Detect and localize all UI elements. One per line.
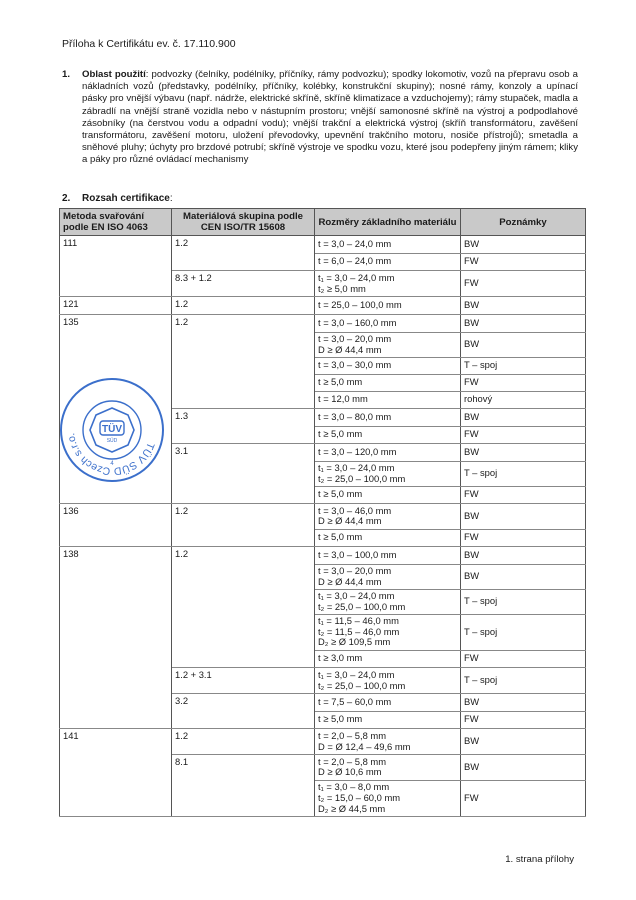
- page-footer: 1. strana přílohy: [505, 854, 574, 865]
- cell-method: [60, 271, 172, 297]
- cell-material-group: [172, 486, 315, 504]
- dimension-line: t₁ = 3,0 – 24,0 mm: [318, 589, 395, 601]
- cell-method: [60, 486, 172, 504]
- table-header-row: [60, 209, 586, 236]
- cell-method: 121: [60, 297, 172, 315]
- cell-material-group: 8.3 + 1.2: [172, 271, 315, 297]
- dimension-line: t = 3,0 – 24,0 mm: [318, 237, 392, 249]
- cell-material-group: [172, 529, 315, 547]
- dimension-line: D ≥ Ø 44,4 mm: [318, 575, 382, 587]
- cell-dimensions: [315, 271, 461, 297]
- section-colon: :: [169, 193, 173, 204]
- cell-material-group: 1.2: [172, 504, 315, 530]
- cell-notes: FW: [461, 253, 586, 271]
- dimension-line: t = 3,0 – 20,0 mm: [318, 332, 392, 344]
- cell-material-group: 1.2 + 3.1: [172, 668, 315, 694]
- cell-notes: FW: [461, 650, 586, 668]
- stamp-logo-sub: SÜD: [106, 438, 118, 444]
- cell-dimensions: [315, 391, 461, 409]
- table-row: [60, 589, 586, 614]
- header-method: Metoda svařování podle EN ISO 4063: [60, 209, 172, 236]
- cell-notes: BW: [461, 236, 586, 254]
- dimension-line: t = 25,0 – 100,0 mm: [318, 299, 402, 311]
- cell-notes: BW: [461, 315, 586, 333]
- dimension-line: t = 3,0 – 20,0 mm: [318, 564, 392, 576]
- cell-notes: FW: [461, 486, 586, 504]
- table-row: [60, 297, 586, 315]
- cell-material-group: [172, 426, 315, 444]
- dimension-line: t₂ = 11,5 – 46,0 mm: [318, 625, 400, 637]
- dimension-line: D₂ ≥ Ø 109,5 mm: [318, 636, 391, 648]
- cell-material-group: [172, 253, 315, 271]
- cell-material-group: 8.1: [172, 755, 315, 781]
- cell-dimensions: [315, 297, 461, 315]
- dimension-line: t₂ = 25,0 – 100,0 mm: [318, 679, 406, 691]
- cell-dimensions: [315, 694, 461, 712]
- cell-notes: T – spoj: [461, 614, 586, 650]
- dimension-line: t₁ = 3,0 – 24,0 mm: [318, 461, 395, 473]
- table-row: [60, 271, 586, 297]
- cell-material-group: [172, 332, 315, 357]
- table-row: [60, 315, 586, 333]
- dimension-line: D ≥ Ø 44,4 mm: [318, 515, 382, 527]
- dimension-line: t₁ = 3,0 – 24,0 mm: [318, 668, 395, 680]
- certification-table: [59, 208, 586, 817]
- cell-notes: BW: [461, 297, 586, 315]
- table-row: [60, 529, 586, 547]
- cell-notes: BW: [461, 504, 586, 530]
- cell-material-group: 3.2: [172, 694, 315, 712]
- cell-dimensions: [315, 564, 461, 589]
- table-row: [60, 614, 586, 650]
- cell-material-group: [172, 780, 315, 817]
- cell-notes: BW: [461, 547, 586, 565]
- cell-material-group: [172, 461, 315, 486]
- cell-dimensions: [315, 236, 461, 254]
- cell-dimensions: [315, 461, 461, 486]
- dimension-line: t = 3,0 – 120,0 mm: [318, 445, 397, 457]
- cell-method: [60, 564, 172, 589]
- cell-notes: BW: [461, 755, 586, 781]
- cell-method: [60, 650, 172, 668]
- cell-notes: FW: [461, 271, 586, 297]
- table-row: [60, 357, 586, 374]
- cell-dimensions: [315, 444, 461, 462]
- cell-method: 111: [60, 236, 172, 254]
- cell-material-group: [172, 589, 315, 614]
- cell-notes: rohový: [461, 391, 586, 409]
- cell-method: [60, 780, 172, 817]
- cell-dimensions: [315, 426, 461, 444]
- cell-method: [60, 253, 172, 271]
- dimension-line: t = 7,5 – 60,0 mm: [318, 695, 392, 707]
- cell-dimensions: [315, 780, 461, 817]
- dimension-line: t = 6,0 – 24,0 mm: [318, 255, 392, 267]
- cell-dimensions: [315, 315, 461, 333]
- dimension-line: t₂ = 15,0 – 60,0 mm: [318, 791, 401, 803]
- table-row: [60, 236, 586, 254]
- cell-material-group: 1.2: [172, 236, 315, 254]
- cell-material-group: 3.1: [172, 444, 315, 462]
- section-range: [62, 193, 173, 205]
- cell-notes: BW: [461, 729, 586, 755]
- cell-method: [60, 529, 172, 547]
- table-row: [60, 729, 586, 755]
- dimension-line: t₂ = 25,0 – 100,0 mm: [318, 600, 406, 612]
- dimension-line: t₂ ≥ 5,0 mm: [318, 282, 366, 294]
- section-scope-text: [82, 69, 578, 167]
- table-row: [60, 755, 586, 781]
- cell-notes: T – spoj: [461, 357, 586, 374]
- dimension-line: t ≥ 5,0 mm: [318, 713, 363, 725]
- dimension-line: t ≥ 3,0 mm: [318, 652, 363, 664]
- dimension-line: t₁ = 3,0 – 8,0 mm: [318, 781, 390, 793]
- dimension-line: t₁ = 3,0 – 24,0 mm: [318, 271, 395, 283]
- cell-material-group: 1.2: [172, 547, 315, 565]
- cell-notes: BW: [461, 332, 586, 357]
- header-notes: Poznámky: [461, 209, 586, 236]
- cell-material-group: 1.3: [172, 409, 315, 427]
- page-header: Příloha k Certifikátu ev. č. 17.110.900: [62, 38, 236, 50]
- cell-material-group: [172, 650, 315, 668]
- cell-method: [60, 755, 172, 781]
- cell-dimensions: [315, 409, 461, 427]
- table-body: [60, 236, 586, 817]
- cell-method: 141: [60, 729, 172, 755]
- stamp-logo: TÜV: [102, 424, 122, 435]
- cell-material-group: 1.2: [172, 315, 315, 333]
- cell-method: 136: [60, 504, 172, 530]
- dimension-line: t = 2,0 – 5,8 mm: [318, 729, 387, 741]
- dimension-line: t ≥ 5,0 mm: [318, 531, 363, 543]
- dimension-line: D ≥ Ø 44,4 mm: [318, 343, 382, 355]
- dimension-line: t ≥ 5,0 mm: [318, 428, 363, 440]
- cell-notes: FW: [461, 374, 586, 391]
- cell-material-group: 1.2: [172, 729, 315, 755]
- cell-notes: BW: [461, 444, 586, 462]
- header-dimensions: Rozměry základního materiálu: [315, 209, 461, 236]
- cell-dimensions: [315, 332, 461, 357]
- dimension-line: t = 12,0 mm: [318, 393, 368, 405]
- dimension-line: t = 2,0 – 5,8 mm: [318, 755, 387, 767]
- cell-notes: FW: [461, 780, 586, 817]
- table-row: [60, 332, 586, 357]
- cell-notes: BW: [461, 694, 586, 712]
- stamp-graphic: [62, 380, 162, 480]
- cell-dimensions: [315, 374, 461, 391]
- cell-dimensions: [315, 547, 461, 565]
- header-material-group: Materiálová skupina podle CEN ISO/TR 15608: [172, 209, 315, 236]
- dimension-line: t ≥ 5,0 mm: [318, 376, 363, 388]
- section-number: 2.: [62, 193, 71, 204]
- cell-notes: T – spoj: [461, 461, 586, 486]
- cell-dimensions: [315, 614, 461, 650]
- cell-method: [60, 694, 172, 712]
- cell-method: [60, 614, 172, 650]
- cell-material-group: [172, 711, 315, 729]
- cell-notes: T – spoj: [461, 668, 586, 694]
- cell-dimensions: [315, 357, 461, 374]
- cell-notes: FW: [461, 426, 586, 444]
- dimension-line: t ≥ 5,0 mm: [318, 488, 363, 500]
- table-row: [60, 650, 586, 668]
- dimension-line: D₂ ≥ Ø 44,5 mm: [318, 802, 386, 814]
- cell-material-group: [172, 374, 315, 391]
- dimension-line: t = 3,0 – 30,0 mm: [318, 359, 392, 371]
- table-row: [60, 547, 586, 565]
- cell-method: 135: [60, 315, 172, 333]
- cell-notes: FW: [461, 711, 586, 729]
- cell-dimensions: [315, 486, 461, 504]
- dimension-line: t₁ = 11,5 – 46,0 mm: [318, 615, 399, 627]
- section-number: 1.: [62, 69, 71, 80]
- cell-notes: T – spoj: [461, 589, 586, 614]
- dimension-line: t₂ = 25,0 – 100,0 mm: [318, 472, 406, 484]
- table-row: [60, 486, 586, 504]
- cell-material-group: [172, 564, 315, 589]
- cell-method: [60, 668, 172, 694]
- cell-dimensions: [315, 755, 461, 781]
- dimension-line: t = 3,0 – 160,0 mm: [318, 316, 397, 328]
- cell-dimensions: [315, 253, 461, 271]
- table-row: [60, 564, 586, 589]
- cell-method: [60, 711, 172, 729]
- section-title: Oblast použití: [82, 69, 146, 80]
- cell-material-group: [172, 614, 315, 650]
- section-title: Rozsah certifikace: [82, 193, 170, 204]
- table-row: [60, 780, 586, 817]
- cell-dimensions: [315, 729, 461, 755]
- dimension-line: D ≥ Ø 10,6 mm: [318, 766, 382, 778]
- table-row: [60, 668, 586, 694]
- section-body: : podvozky (čelníky, podélníky, příčníky, rámy podvozku); spodky lokomotiv, vozů na přepravu osob a nákladních vozů (představky, podélníky, příčníky, kolébky, konstrukční skupiny); nosné rámy, konzoly a upínací pásky pro vnější výbavu (např. nádrže, elektrické skříně, skříně klimatizace a vzduchojemy); rámy stupaček, madla a zábradlí na vnější straně vozidla nebo v nástupním prostoru; vnější samonosné skříně na výstroj a podpodlahové zásobníky (na čerstvou vodu a odpadní vodu); vnější trakční a elektrická výstroj (skříň transformátoru, zavěšení transformátoru, zavěšení motoru, uložení převodovky, upevnění trakčního motoru, nosiče přístrojů); smetadla a sněhové pluhy; úchyty pro brzdové potrubí; skříně výstroje ve spodku vozu, které jsou podepřeny jiným rámem; kliky a páky pro různé ovládací mechanismy: [82, 69, 578, 166]
- cell-notes: BW: [461, 409, 586, 427]
- dimension-line: t = 3,0 – 80,0 mm: [318, 410, 392, 422]
- table-row: [60, 694, 586, 712]
- cell-method: [60, 357, 172, 374]
- cell-dimensions: [315, 711, 461, 729]
- stamp-number: 4: [110, 461, 114, 467]
- cell-material-group: 1.2: [172, 297, 315, 315]
- cell-notes: BW: [461, 564, 586, 589]
- dimension-line: D = Ø 12,4 – 49,6 mm: [318, 740, 411, 752]
- section-scope: [62, 69, 578, 167]
- cell-method: [60, 332, 172, 357]
- dimension-line: t = 3,0 – 46,0 mm: [318, 504, 392, 516]
- table-row: [60, 711, 586, 729]
- table-row: [60, 504, 586, 530]
- cell-method: 138: [60, 547, 172, 565]
- tuv-stamp: [60, 378, 164, 482]
- table-row: [60, 253, 586, 271]
- cell-dimensions: [315, 668, 461, 694]
- dimension-line: t = 3,0 – 100,0 mm: [318, 548, 397, 560]
- cell-dimensions: [315, 589, 461, 614]
- cell-dimensions: [315, 504, 461, 530]
- cell-dimensions: [315, 529, 461, 547]
- stamp-ring-text: TÜV SÜD Czech s.r.o.: [65, 432, 157, 478]
- cell-method: [60, 589, 172, 614]
- cell-material-group: [172, 357, 315, 374]
- cell-notes: FW: [461, 529, 586, 547]
- cell-material-group: [172, 391, 315, 409]
- cell-dimensions: [315, 650, 461, 668]
